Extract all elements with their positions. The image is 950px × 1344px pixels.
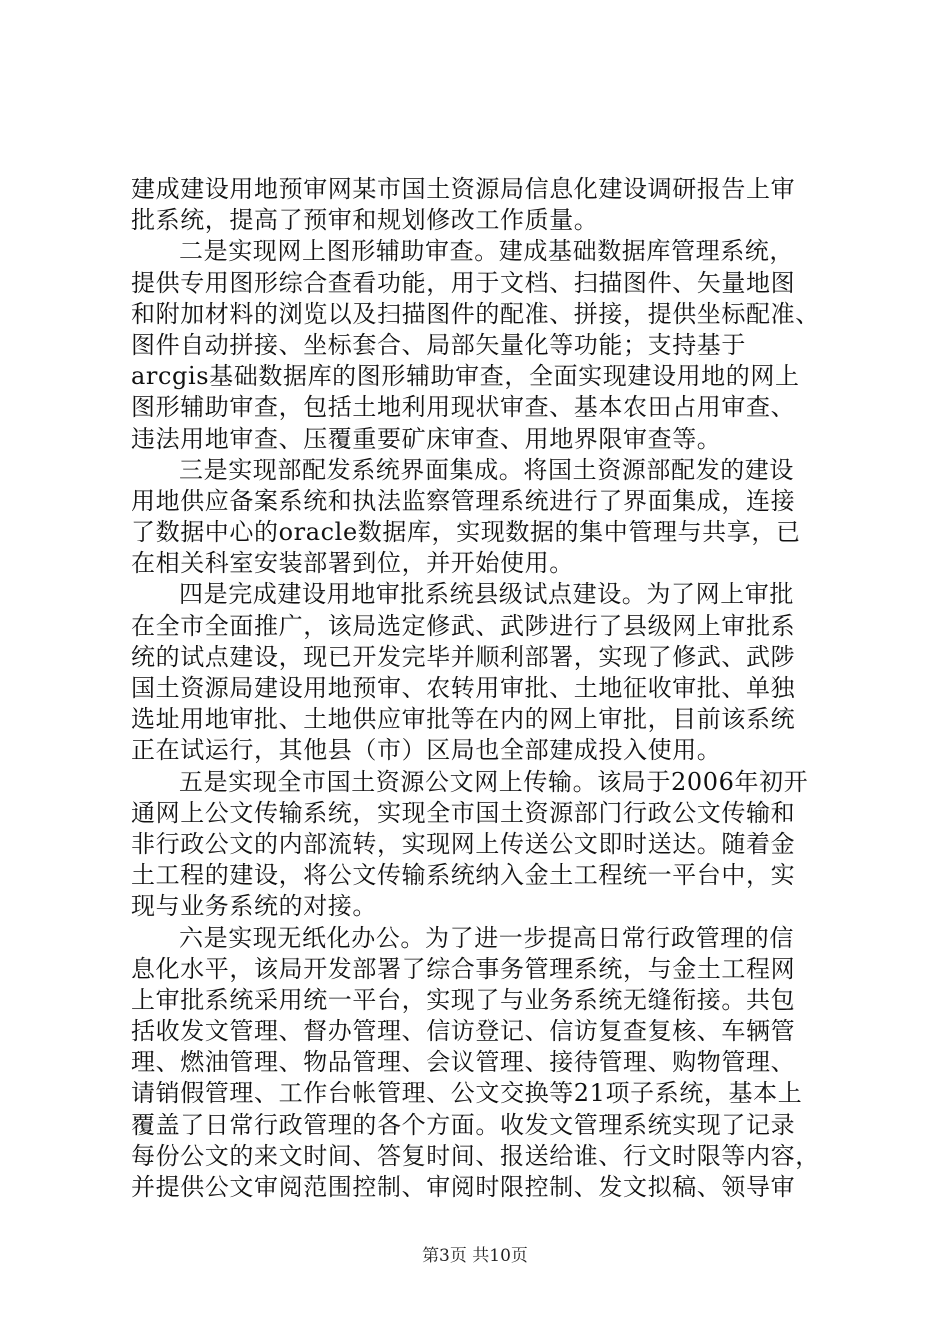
text-line: 国土资源局建设用地预审、农转用审批、土地征收审批、单独 [131, 674, 796, 702]
text-line: 和附加材料的浏览以及扫描图件的配准、拼接，提供坐标配准、 [131, 299, 820, 328]
text-line: 图件自动拼接、坐标套合、局部矢量化等功能；支持基于 [131, 330, 746, 359]
text-line: 了数据中心的oracle数据库，实现数据的集中管理与共享，已 [131, 518, 801, 547]
text-line: 正在试运行，其他县（市）区局也全部建成投入使用。 [131, 736, 722, 765]
text-line: 非行政公文的内部流转，实现网上传送公文即时送达。随着金 [131, 829, 796, 858]
text-line: 选址用地审批、土地供应审批等在内的网上审批，目前该系统 [131, 705, 796, 734]
text-line: 提供专用图形综合查看功能，用于文档、扫描图件、矢量地图 [131, 268, 796, 297]
text-line: 图形辅助审查，包括土地利用现状审查、基本农田占用审查、 [131, 393, 796, 422]
text-line: 请销假管理、工作台帐管理、公文交换等21项子系统，基本上 [131, 1079, 803, 1108]
text-line: 上审批系统采用统一平台，实现了与业务系统无缝衔接。共包 [131, 985, 796, 1014]
text-line: 在全市全面推广，该局选定修武、武陟进行了县级网上审批系 [131, 611, 796, 640]
text-line: 并提供公文审阅范围控制、审阅时限控制、发文拟稿、领导审 [131, 1173, 796, 1201]
paragraph-start-line: 五是实现全市国土资源公文网上传输。该局于2006年初开 [179, 767, 809, 796]
text-line: 用地供应备案系统和执法监察管理系统进行了界面集成，连接 [131, 486, 796, 515]
paragraph-start-line: 四是完成建设用地审批系统县级试点建设。为了网上审批 [179, 580, 794, 609]
text-line: 土工程的建设，将公文传输系统纳入金土工程统一平台中，实 [131, 861, 796, 890]
text-line: 在相关科室安装部署到位，并开始使用。 [131, 549, 574, 578]
paragraph-start-line: 三是实现部配发系统界面集成。将国土资源部配发的建设 [179, 455, 794, 484]
text-line: arcgis基础数据库的图形辅助审查，全面实现建设用地的网上 [131, 362, 800, 391]
paragraph-start-line: 二是实现网上图形辅助审查。建成基础数据库管理系统， [179, 237, 794, 266]
text-line: 批系统，提高了预审和规划修改工作质量。 [131, 206, 599, 235]
text-line: 现与业务系统的对接。 [131, 892, 377, 921]
text-line: 建成建设用地预审网某市国土资源局信息化建设调研报告上审 [131, 175, 796, 203]
text-line: 理、燃油管理、物品管理、会议管理、接待管理、购物管理、 [131, 1048, 796, 1077]
text-line: 括收发文管理、督办管理、信访登记、信访复查复核、车辆管 [131, 1017, 796, 1046]
text-line: 覆盖了日常行政管理的各个方面。收发文管理系统实现了记录 [131, 1110, 796, 1139]
page-number-footer: 第3页 共10页 [422, 1246, 528, 1266]
text-line: 违法用地审查、压覆重要矿床审查、用地界限审查等。 [131, 424, 722, 453]
text-line: 每份公文的来文时间、答复时间、报送给谁、行文时限等内容， [131, 1141, 820, 1170]
document-body [131, 174, 849, 1203]
text-line: 统的试点建设，现已开发完毕并顺利部署，实现了修武、武陟 [131, 642, 796, 671]
paragraph-start-line: 六是实现无纸化办公。为了进一步提高日常行政管理的信 [179, 923, 794, 952]
text-line: 息化水平，该局开发部署了综合事务管理系统，与金土工程网 [131, 954, 796, 983]
text-line: 通网上公文传输系统，实现全市国土资源部门行政公文传输和 [131, 798, 796, 827]
